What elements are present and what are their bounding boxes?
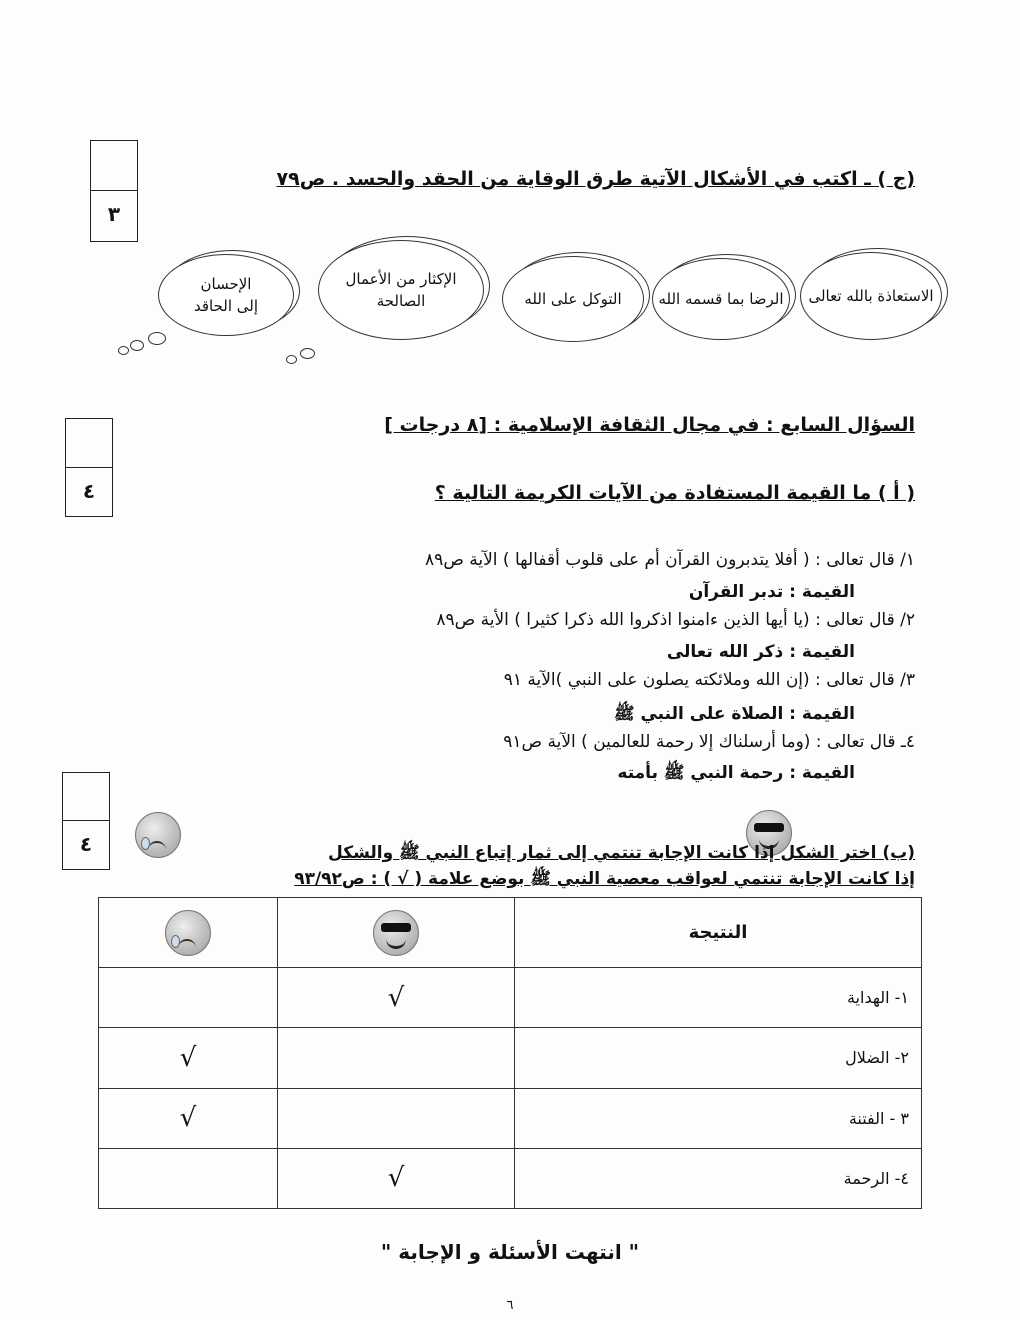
sad-face-icon bbox=[135, 812, 181, 858]
part-a-title: ( أ ) ما القيمة المستفادة من الآيات الكريمة التالية ؟ bbox=[434, 482, 915, 504]
results-table bbox=[98, 897, 922, 1209]
table-row bbox=[99, 968, 922, 1028]
value-3: القيمة : الصلاة على النبي ﷺ bbox=[614, 704, 855, 724]
sad-cell[interactable]: √ bbox=[99, 1088, 278, 1148]
row-label: ٤- الرحمة bbox=[515, 1148, 922, 1208]
score-box-a bbox=[65, 418, 113, 517]
part-b-line-2: إذا كانت الإجابة تنتمي لعواقب معصية النبي ﷺ بوضع علامة ( √ ) : ص٩٣/٩٢ bbox=[294, 869, 915, 889]
row-label: ٢- الضلال bbox=[515, 1028, 922, 1088]
cloud-3: التوكل على الله bbox=[502, 256, 644, 342]
part-b-line-1: (ب) اختر الشكل إذا كانت الإجابة تنتمي إلى ثمار إتباع النبي ﷺ والشكل bbox=[328, 843, 915, 863]
table-row bbox=[99, 1148, 922, 1208]
value-1: القيمة : تدبر القرآن bbox=[688, 582, 855, 602]
sad-face-icon bbox=[165, 910, 211, 956]
score: ٣ bbox=[107, 202, 121, 226]
verse-1: ١/ قال تعالى : ( أفلا يتدبرون القرآن أم على قلوب أقفالها ) الآية ص٨٩ bbox=[425, 550, 915, 570]
cloud-4: الإكثار من الأعمال الصالحة bbox=[318, 240, 484, 340]
thought-bubble bbox=[118, 346, 129, 355]
happy-cell[interactable]: √ bbox=[278, 968, 515, 1028]
row-label: ١- الهداية bbox=[515, 968, 922, 1028]
value-4: القيمة : رحمة النبي ﷺ بأمته bbox=[617, 763, 855, 783]
table-row bbox=[99, 1028, 922, 1088]
score: ٤ bbox=[82, 478, 96, 503]
end-text: " انتهت الأسئلة و الإجابة " bbox=[380, 1240, 640, 1264]
happy-cell[interactable] bbox=[278, 1028, 515, 1088]
verse-4: ٤ـ قال تعالى : (وما أرسلناك إلا رحمة للعالمين ) الآية ص٩١ bbox=[503, 732, 915, 752]
score-box-b bbox=[62, 772, 110, 870]
cloud-5: الإحسان إلى الحاقد bbox=[158, 254, 294, 336]
sad-cell[interactable]: √ bbox=[99, 1028, 278, 1088]
cloud-2: الرضا بما قسمه الله bbox=[652, 258, 790, 340]
cloud-1: الاستعاذة بالله تعالى bbox=[800, 252, 942, 340]
happy-cell[interactable]: √ bbox=[278, 1148, 515, 1208]
page-number: ٦ bbox=[506, 1298, 514, 1313]
verse-2: ٢/ قال تعالى : (يا أيها الذين ءامنوا اذكروا الله ذكرا كثيرا ) الأية ص٨٩ bbox=[436, 610, 915, 630]
score: ٤ bbox=[79, 832, 93, 856]
score-box-c bbox=[90, 140, 138, 242]
sunglasses-face-icon bbox=[373, 910, 419, 956]
thought-bubble bbox=[148, 332, 166, 345]
thought-bubble bbox=[130, 340, 144, 351]
thought-bubble bbox=[286, 355, 297, 364]
q7-title: السؤال السابع : في مجال الثقافة الإسلامية : [٨ درجات ] bbox=[384, 414, 915, 436]
thought-bubble bbox=[300, 348, 315, 359]
verse-3: ٣/ قال تعالى : (إن الله وملائكته يصلون على النبي )الآية ٩١ bbox=[503, 670, 915, 690]
section-c-title: (ج ) ـ اكتب في الأشكال الآتية طرق الوقاية من الحقد والحسد . ص٧٩ bbox=[276, 168, 915, 190]
happy-cell[interactable] bbox=[278, 1088, 515, 1148]
header-sad bbox=[99, 898, 278, 968]
row-label: ٣ - الفتنة bbox=[515, 1088, 922, 1148]
value-2: القيمة : ذكر الله تعالى bbox=[666, 642, 855, 662]
sad-cell[interactable] bbox=[99, 968, 278, 1028]
header-happy bbox=[278, 898, 515, 968]
table-header-row bbox=[99, 898, 922, 968]
sad-cell[interactable] bbox=[99, 1148, 278, 1208]
header-result: النتيجة bbox=[515, 898, 922, 968]
table-row bbox=[99, 1088, 922, 1148]
